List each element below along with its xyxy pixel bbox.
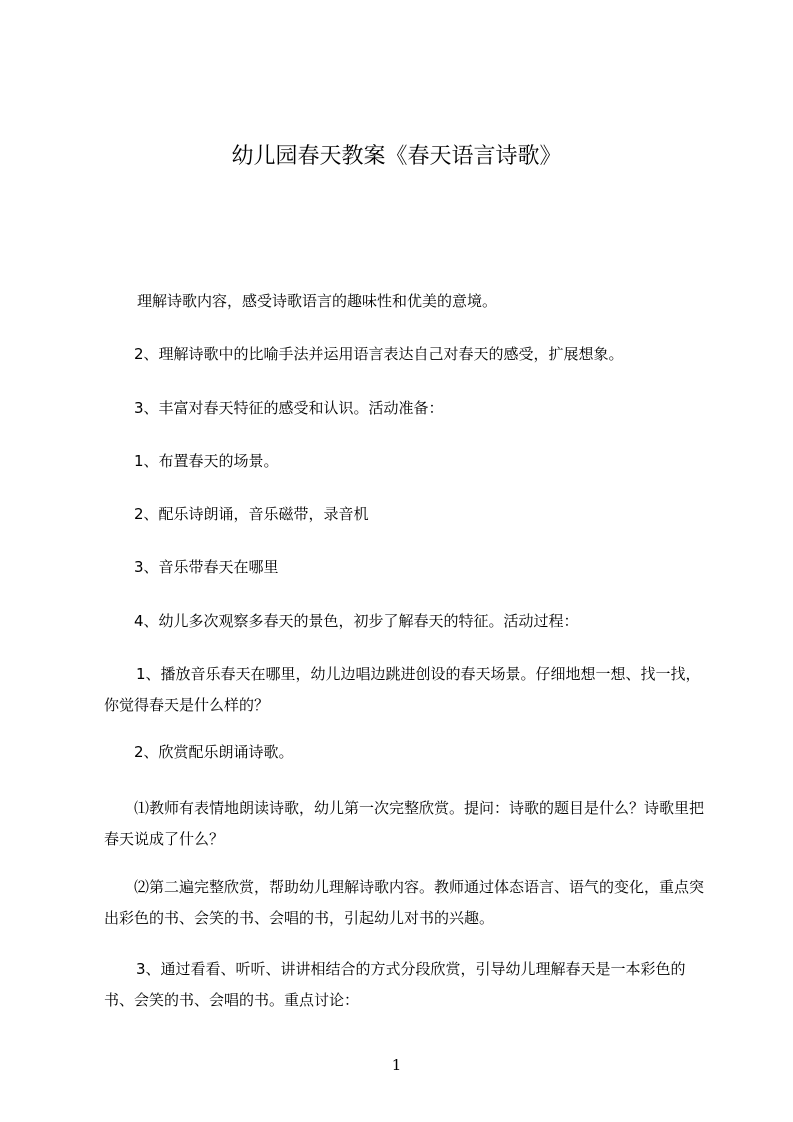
paragraph-process-1: 1、播放音乐春天在哪里，幼儿边唱边跳进创设的春天场景。仔细地想一想、找一找，你觉得春天是什么样的？ <box>104 665 701 714</box>
page-number: 1 <box>391 1056 402 1074</box>
page-title: 幼儿园春天教案《春天语言诗歌》 <box>231 144 562 169</box>
paragraph-goal-2: 2、理解诗歌中的比喻手法并运用语言表达自己对春天的感受，扩展想象。 <box>134 345 624 363</box>
paragraph-goal-1: 理解诗歌内容，感受诗歌语言的趣味性和优美的意境。 <box>137 292 498 310</box>
paragraph-goal-3: 3、丰富对春天特征的感受和认识。活动准备： <box>134 399 444 417</box>
paragraph-process-2-1: ⑴教师有表情地朗读诗歌，幼儿第一次完整欣赏。提问：诗歌的题目是什么？诗歌里把春天说成了什么？ <box>104 799 705 848</box>
paragraph-prep-1: 1、布置春天的场景。 <box>134 452 279 470</box>
paragraph-prep-3: 3、音乐带春天在哪里 <box>134 558 279 576</box>
paragraph-prep-4: 4、幼儿多次观察多春天的景色，初步了解春天的特征。活动过程： <box>134 612 579 630</box>
paragraph-process-2: 2、欣赏配乐朗诵诗歌。 <box>134 743 294 761</box>
paragraph-process-3: 3、通过看看、听听、讲讲相结合的方式分段欣赏，引导幼儿理解春天是一本彩色的书、会笑的书、会唱的书。重点讨论： <box>104 960 686 1009</box>
paragraph-prep-2: 2、配乐诗朗诵，音乐磁带，录音机 <box>134 505 369 523</box>
paragraph-process-2-2: ⑵第二遍完整欣赏，帮助幼儿理解诗歌内容。教师通过体态语言、语气的变化，重点突出彩色的书、会笑的书、会唱的书，引起幼儿对书的兴趣。 <box>104 878 705 927</box>
